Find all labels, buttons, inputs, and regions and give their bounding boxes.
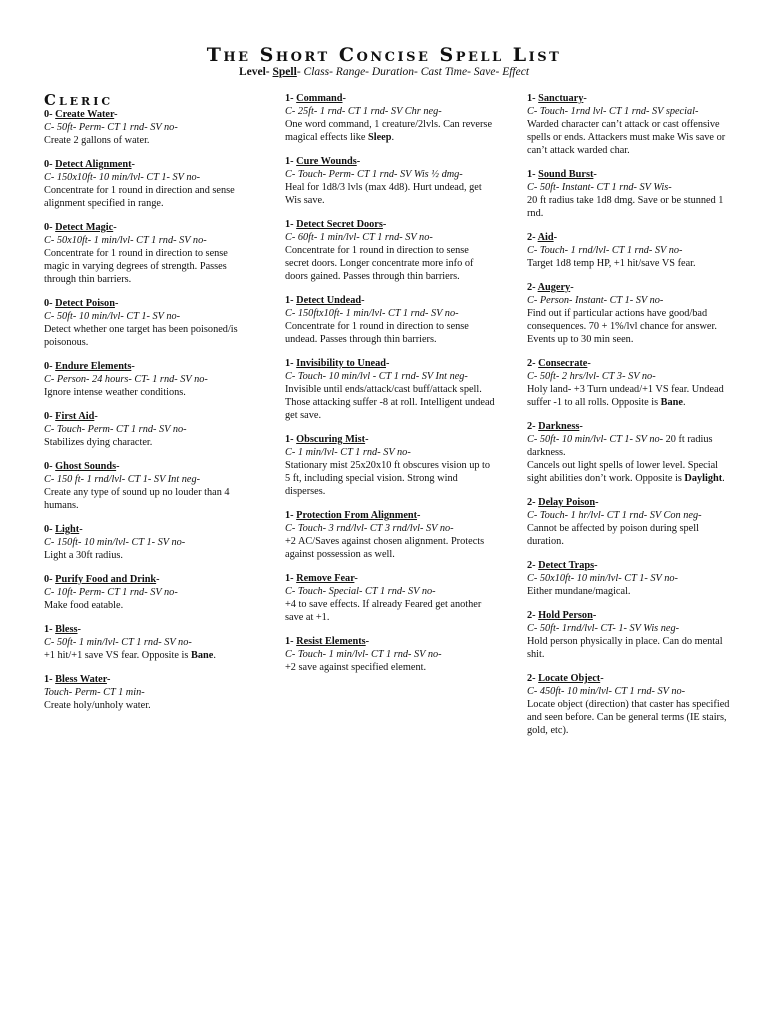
- spell-heading: 0- Endure Elements-: [44, 361, 135, 372]
- spell-description-line: [44, 699, 252, 712]
- spell-level: 2: [527, 497, 533, 508]
- spell-stats: C- 150ftx10ft- 1 min/lvl- CT 1 rnd- SV no-: [285, 308, 459, 319]
- spell-stats-line: [527, 105, 732, 118]
- spell-entry: [285, 92, 495, 144]
- spell-entry: [285, 294, 495, 346]
- spell-entry: [527, 357, 732, 409]
- spell-description: Heal for 1d8/3 lvls (max 4d8). Hurt undead, get Wis save.: [285, 182, 482, 206]
- spell-level: 1: [527, 93, 533, 104]
- spell-stats: C- 50x10ft- 1 min/lvl- CT 1 rnd- SV no-: [44, 235, 207, 246]
- spell-description: Holy land- +3 Turn undead/+1 VS fear. Undead suffer -1 to all rolls. Opposite is: [527, 384, 724, 408]
- spell-name: Obscuring Mist: [296, 434, 366, 445]
- spell-description-line: [285, 598, 495, 624]
- spell-stats-line: [527, 622, 732, 635]
- spell-description: Detect whether one target has been poisoned/is poisonous.: [44, 324, 238, 348]
- spell-stats-line: [527, 572, 732, 585]
- spell-entry: [527, 420, 732, 485]
- spell-level: 2: [527, 610, 533, 621]
- spell-name: Create Water: [55, 109, 115, 120]
- spell-heading: 0- First Aid-: [44, 411, 98, 422]
- spell-heading: 0- Detect Magic-: [44, 222, 117, 233]
- spell-entry: [44, 360, 252, 399]
- spell-description-line: [527, 194, 732, 220]
- spell-level: 0: [44, 109, 50, 120]
- spell-name: Sound Burst: [538, 169, 594, 180]
- spell-description: Stationary mist 25x20x10 ft obscures vision up to 5 ft, including special vision. Strong wind disperses.: [285, 460, 491, 497]
- spell-description: Concentrate for 1 round in direction to sense magic in varying degrees of strength. Passes through thin barriers.: [44, 248, 228, 285]
- spell-stats: C- Touch- 1 hr/lvl- CT 1 rnd- SV Con neg-: [527, 510, 702, 521]
- spell-stats-line: [285, 168, 495, 181]
- subtitle-level: Level: [238, 66, 266, 78]
- spell-stats-line: [527, 181, 732, 194]
- spell-heading: 2- Darkness-: [527, 421, 583, 432]
- spell-heading: 0- Create Water-: [44, 109, 118, 120]
- spell-stats: C- 50ft- Instant- CT 1 rnd- SV Wis-: [527, 182, 672, 193]
- spell-stats-line: [285, 307, 495, 320]
- spell-description-line: [44, 184, 252, 210]
- spell-name: Remove Fear: [296, 573, 355, 584]
- spell-level: 1: [285, 434, 291, 445]
- spell-level: 2: [527, 673, 533, 684]
- spell-description-line: [44, 436, 252, 449]
- spell-heading: 1- Sound Burst-: [527, 169, 597, 180]
- spell-heading: 2- Locate Object-: [527, 673, 604, 684]
- spell-stats: C- 25ft- 1 rnd- CT 1 rnd- SV Chr neg-: [285, 106, 442, 117]
- spell-stats-line: [285, 105, 495, 118]
- spell-stats: C- 1 min/lvl- CT 1 rnd- SV no-: [285, 447, 411, 458]
- spell-entry: [44, 108, 252, 147]
- spell-description: Concentrate for 1 round in direction and sense alignment specified in range.: [44, 185, 235, 209]
- spell-description-line: [44, 549, 252, 562]
- spell-description: Concentrate for 1 round in direction to sense secret doors. Longer concentrate more info of doors gained. Passes through thin barriers.: [285, 245, 474, 282]
- spell-description: Hold person physically in place. Can do mental shit.: [527, 636, 723, 660]
- spell-name: Light: [55, 524, 80, 535]
- spell-entry: [44, 158, 252, 210]
- spell-entry: [527, 672, 732, 737]
- spell-description-line: [527, 585, 732, 598]
- spell-name: Detect Traps: [538, 560, 595, 571]
- spell-entry: [44, 221, 252, 286]
- spell-description: +2 AC/Saves against chosen alignment. Protects against possession as well.: [285, 536, 485, 560]
- spell-level: 2: [527, 232, 533, 243]
- spell-stats-tail: 20 ft radius darkness.: [527, 434, 713, 458]
- spell-entry: [285, 218, 495, 283]
- spell-stats: C- 50x10ft- 10 min/lvl- CT 1- SV no-: [527, 573, 678, 584]
- spell-entry: [527, 281, 732, 346]
- page-subtitle: Level- Spell- Class- Range- Duration- Cast Time- Save- Effect: [238, 66, 530, 78]
- spell-heading: 1- Detect Secret Doors-: [285, 219, 387, 230]
- spell-stats-line: [44, 310, 252, 323]
- spell-description: Create holy/unholy water.: [44, 700, 151, 711]
- spell-stats: C- 450ft- 10 min/lvl- CT 1 rnd- SV no-: [527, 686, 686, 697]
- spell-description-line: [285, 661, 495, 674]
- spell-description-line: [44, 247, 252, 286]
- spell-description-line: [44, 599, 252, 612]
- spell-entry: [44, 573, 252, 612]
- spell-stats: C- Touch- 10 min/lvl - CT 1 rnd- SV Int neg-: [285, 371, 468, 382]
- spell-stats: C- 60ft- 1 min/lvl- CT 1 rnd- SV no-: [285, 232, 433, 243]
- spell-description-line: [44, 386, 252, 399]
- spell-entry: [44, 297, 252, 349]
- spell-stats: C- 150x10ft- 10 min/lvl- CT 1- SV no-: [44, 172, 201, 183]
- spell-stats-line: [285, 648, 495, 661]
- spell-description: Light a 30ft radius.: [44, 550, 123, 561]
- spell-name: Locate Object: [538, 673, 601, 684]
- spell-level: 0: [44, 524, 50, 535]
- spell-description-line: [527, 307, 732, 346]
- spell-stats: C- 50ft- 10 min/lvl- CT 1- SV no-: [527, 434, 664, 445]
- spell-stats: C- 50ft- 1 min/lvl- CT 1 rnd- SV no-: [44, 637, 192, 648]
- spell-level: 1: [44, 624, 50, 635]
- spell-entry: [44, 623, 252, 662]
- spell-stats-line: [44, 423, 252, 436]
- spell-stats-line: [285, 231, 495, 244]
- spell-name: Purify Food and Drink: [55, 574, 157, 585]
- spell-description-end: .: [391, 132, 395, 143]
- spell-stats: C- 50ft- Perm- CT 1 rnd- SV no-: [44, 122, 178, 133]
- spell-stats: Touch- Perm- CT 1 min-: [44, 687, 145, 698]
- spell-stats: C- Touch- 1 rnd/lvl- CT 1 rnd- SV no-: [527, 245, 683, 256]
- spell-description-end: .: [722, 473, 725, 484]
- spell-stats: C- 50ft- 2 hrs/lvl- CT 3- SV no-: [527, 371, 656, 382]
- spell-level: 2: [527, 421, 533, 432]
- spell-heading: 0- Purify Food and Drink-: [44, 574, 160, 585]
- spell-stats-line: [44, 171, 252, 184]
- spell-name: Protection From Alignment: [296, 510, 418, 521]
- spell-level: 1: [44, 674, 50, 685]
- spell-stats-line: [527, 685, 732, 698]
- spell-stats-line: [44, 234, 252, 247]
- spell-description-line: [527, 635, 732, 661]
- spell-entry: [527, 609, 732, 661]
- spell-description-line: [527, 522, 732, 548]
- spell-name: Cure Wounds: [296, 156, 357, 167]
- spell-entry: [44, 523, 252, 562]
- spell-description: Concentrate for 1 round in direction to sense undead. Passes through thin barriers.: [285, 321, 469, 345]
- spell-stats: C- Person- Instant- CT 1- SV no-: [527, 295, 664, 306]
- spell-stats: C- 50ft- 1rnd/lvl- CT- 1- SV Wis neg-: [527, 623, 680, 634]
- spell-level: 1: [285, 156, 291, 167]
- spell-description-line: [527, 698, 732, 737]
- spell-description: Target 1d8 temp HP, +1 hit/save VS fear.: [527, 258, 696, 269]
- spell-description-line: [285, 320, 495, 346]
- spell-level: 1: [285, 219, 291, 230]
- spell-entry: [285, 155, 495, 207]
- spell-description-line: [44, 134, 252, 147]
- spell-entry: [44, 460, 252, 512]
- spell-stats-line: [527, 370, 732, 383]
- page-title: The Short Concise Spell List: [206, 44, 562, 66]
- spell-name: Ghost Sounds: [55, 461, 117, 472]
- spell-stats: C- Person- 24 hours- CT- 1 rnd- SV no-: [44, 374, 208, 385]
- spell-entry: [285, 357, 495, 422]
- spell-name: Detect Undead: [296, 295, 362, 306]
- spell-level: 2: [527, 560, 533, 571]
- spell-description: Make food eatable.: [44, 600, 124, 611]
- spell-name: Delay Poison: [538, 497, 596, 508]
- spell-stats-line: [285, 446, 495, 459]
- column-3: [527, 92, 732, 748]
- spell-name: Detect Magic: [55, 222, 114, 233]
- spell-heading: 1- Command-: [285, 93, 346, 104]
- spell-description-end: .: [682, 397, 686, 408]
- spell-name: Augery: [537, 282, 571, 293]
- spell-stats-line: [285, 522, 495, 535]
- spell-name: Bless Water: [55, 674, 107, 685]
- subtitle-spell: Spell: [272, 66, 297, 78]
- spell-stats: C- 50ft- 10 min/lvl- CT 1- SV no-: [44, 311, 181, 322]
- spell-stats: C- Touch- Perm- CT 1 rnd- SV Wis ½ dmg-: [285, 169, 463, 180]
- spell-name: Hold Person: [538, 610, 593, 621]
- spell-description: Cancels out light spells of lower level. Special sight abilities don’t work. Opposite is: [527, 460, 719, 484]
- spell-level: 0: [44, 574, 50, 585]
- spell-heading: 1- Remove Fear-: [285, 573, 358, 584]
- spell-level: 1: [285, 93, 291, 104]
- spell-level: 0: [44, 361, 50, 372]
- spell-description: +4 to save effects. If already Feared get another save at +1.: [285, 599, 482, 623]
- spell-level: 1: [285, 295, 291, 306]
- spell-name: Resist Elements: [296, 636, 366, 647]
- spell-stats-line: [285, 585, 495, 598]
- spell-opposite: Daylight: [684, 473, 723, 484]
- spell-description: Create 2 gallons of water.: [44, 135, 150, 146]
- subtitle-rest: - Class- Range- Duration- Cast Time- Save- Effect: [296, 66, 530, 78]
- spell-stats-line: [527, 294, 732, 307]
- spell-stats: C- Touch- 1 min/lvl- CT 1 rnd- SV no-: [285, 649, 442, 660]
- spell-opposite: Sleep: [368, 132, 392, 143]
- spell-description: Ignore intense weather conditions.: [44, 387, 186, 398]
- spell-heading: 2- Delay Poison-: [527, 497, 599, 508]
- spell-entry: [285, 635, 495, 674]
- spell-heading: 1- Obscuring Mist-: [285, 434, 369, 445]
- spell-stats: C- Touch- 3 rnd/lvl- CT 3 rnd/lvl- SV no-: [285, 523, 454, 534]
- spell-stats-line: [44, 536, 252, 549]
- spell-heading: 0- Detect Alignment-: [44, 159, 135, 170]
- spell-description-line: [285, 118, 495, 144]
- spell-description: Invisible until ends/attack/cast buff/attack spell. Those attacking suffer -8 at roll. Intelligent undead get save.: [285, 384, 495, 421]
- spell-level: 0: [44, 222, 50, 233]
- spell-description-line: [527, 257, 732, 270]
- spell-heading: 1- Bless Water-: [44, 674, 111, 685]
- spell-name: First Aid: [55, 411, 95, 422]
- spell-heading: 2- Consecrate-: [527, 358, 591, 369]
- spell-entry: [44, 673, 252, 712]
- spell-stats: C- Touch- Special- CT 1 rnd- SV no-: [285, 586, 436, 597]
- spell-description-line: [527, 118, 732, 157]
- spell-name: Aid: [537, 232, 554, 243]
- spell-level: 0: [44, 298, 50, 309]
- spell-heading: 2- Hold Person-: [527, 610, 597, 621]
- spell-heading: 1- Sanctuary-: [527, 93, 587, 104]
- spell-heading: 1- Protection From Alignment-: [285, 510, 421, 521]
- spell-description-line: [285, 181, 495, 207]
- spell-description-line: [285, 459, 495, 498]
- spell-stats: C- 150ft- 10 min/lvl- CT 1- SV no-: [44, 537, 186, 548]
- spell-description-end: .: [213, 650, 216, 661]
- spell-level: 1: [285, 358, 291, 369]
- spell-heading: 1- Detect Undead-: [285, 295, 365, 306]
- column-1: [44, 92, 252, 723]
- spell-description: Locate object (direction) that caster has specified and seen before. Can be general terms (IE stairs, gold, etc).: [527, 699, 730, 736]
- spell-description: 20 ft radius take 1d8 dmg. Save or be stunned 1 rnd.: [527, 195, 724, 219]
- spell-heading: 2- Detect Traps-: [527, 560, 598, 571]
- spell-name: Detect Secret Doors: [296, 219, 383, 230]
- spell-description: One word command, 1 creature/2lvls. Can reverse magical effects like: [285, 119, 493, 143]
- spell-stats-line: [527, 509, 732, 522]
- spell-description-line: [527, 459, 732, 485]
- spell-description: Warded character can’t attack or cast offensive spells or ends. Attackers must make Wis save or can’t attack warded char.: [527, 119, 726, 156]
- spell-level: 0: [44, 159, 50, 170]
- spell-stats-line: [44, 686, 252, 699]
- spell-level: 0: [44, 411, 50, 422]
- spell-level: 2: [527, 282, 533, 293]
- spell-heading: 0- Ghost Sounds-: [44, 461, 120, 472]
- spell-description-line: [527, 383, 732, 409]
- spell-entry: [285, 572, 495, 624]
- column-2: [285, 92, 495, 685]
- spell-stats-line: [285, 370, 495, 383]
- spell-heading: 1- Cure Wounds-: [285, 156, 361, 167]
- spell-description: +2 save against specified element.: [285, 662, 427, 673]
- spell-description: Find out if particular actions have good/bad consequences. 70 + 1%/lvl chance for answer. Events up to 30 min seen.: [527, 308, 717, 345]
- spell-level: 1: [285, 510, 291, 521]
- spell-heading: 0- Detect Poison-: [44, 298, 119, 309]
- spell-stats-line: [527, 244, 732, 257]
- spell-name: Detect Poison: [55, 298, 115, 309]
- spell-stats-line: [527, 433, 732, 459]
- spell-level: 1: [285, 573, 291, 584]
- spell-stats-line: [44, 473, 252, 486]
- spell-name: Sanctuary: [538, 93, 584, 104]
- spell-description: Stabilizes dying character.: [44, 437, 153, 448]
- spell-entry: [285, 433, 495, 498]
- spell-stats-line: [44, 373, 252, 386]
- spell-description: Create any type of sound up no louder than 4 humans.: [44, 487, 230, 511]
- spell-opposite: Bane: [191, 650, 214, 661]
- spell-description-line: [285, 383, 495, 422]
- spell-name: Darkness: [538, 421, 580, 432]
- spell-stats: C- 150 ft- 1 rnd/lvl- CT 1- SV Int neg-: [44, 474, 201, 485]
- spell-entry: [44, 410, 252, 449]
- spell-name: Detect Alignment: [55, 159, 132, 170]
- spell-name: Bless: [55, 624, 78, 635]
- spell-stats: C- 10ft- Perm- CT 1 rnd- SV no-: [44, 587, 178, 598]
- spell-name: Command: [296, 93, 343, 104]
- spell-entry: [285, 509, 495, 561]
- spell-stats-line: [44, 121, 252, 134]
- spell-description: Cannot be affected by poison during spell duration.: [527, 523, 699, 547]
- spell-description-line: [285, 535, 495, 561]
- spell-stats: C- Touch- 1rnd lvl- CT 1 rnd- SV special-: [527, 106, 699, 117]
- spell-description-line: [44, 649, 252, 662]
- spell-heading: 0- Light-: [44, 524, 83, 535]
- spell-heading: 2- Aid-: [527, 232, 558, 243]
- spell-description-line: [285, 244, 495, 283]
- spell-entry: [527, 231, 732, 270]
- spell-entry: [527, 92, 732, 157]
- spell-entry: [527, 168, 732, 220]
- spell-description-line: [44, 486, 252, 512]
- spell-stats-line: [44, 586, 252, 599]
- section-heading-cleric: Cleric: [44, 91, 114, 109]
- spell-heading: 1- Bless-: [44, 624, 81, 635]
- spell-heading: 1- Resist Elements-: [285, 636, 370, 647]
- spell-level: 1: [527, 169, 533, 180]
- spell-opposite: Bane: [660, 397, 683, 408]
- spell-description: +1 hit/+1 save VS fear. Opposite is: [44, 650, 191, 661]
- spell-entry: [527, 496, 732, 548]
- spell-level: 1: [285, 636, 291, 647]
- spell-level: 2: [527, 358, 533, 369]
- spell-name: Endure Elements: [55, 361, 132, 372]
- spell-heading: 1- Invisibility to Unead-: [285, 358, 390, 369]
- spell-entry: [527, 559, 732, 598]
- spell-description: Either mundane/magical.: [527, 586, 631, 597]
- spell-level: 0: [44, 461, 50, 472]
- spell-description-line: [44, 323, 252, 349]
- spell-heading: 2- Augery-: [527, 282, 574, 293]
- spell-stats: C- Touch- Perm- CT 1 rnd- SV no-: [44, 424, 187, 435]
- spell-name: Invisibility to Unead: [296, 358, 387, 369]
- spell-name: Consecrate: [538, 358, 588, 369]
- spell-stats-line: [44, 636, 252, 649]
